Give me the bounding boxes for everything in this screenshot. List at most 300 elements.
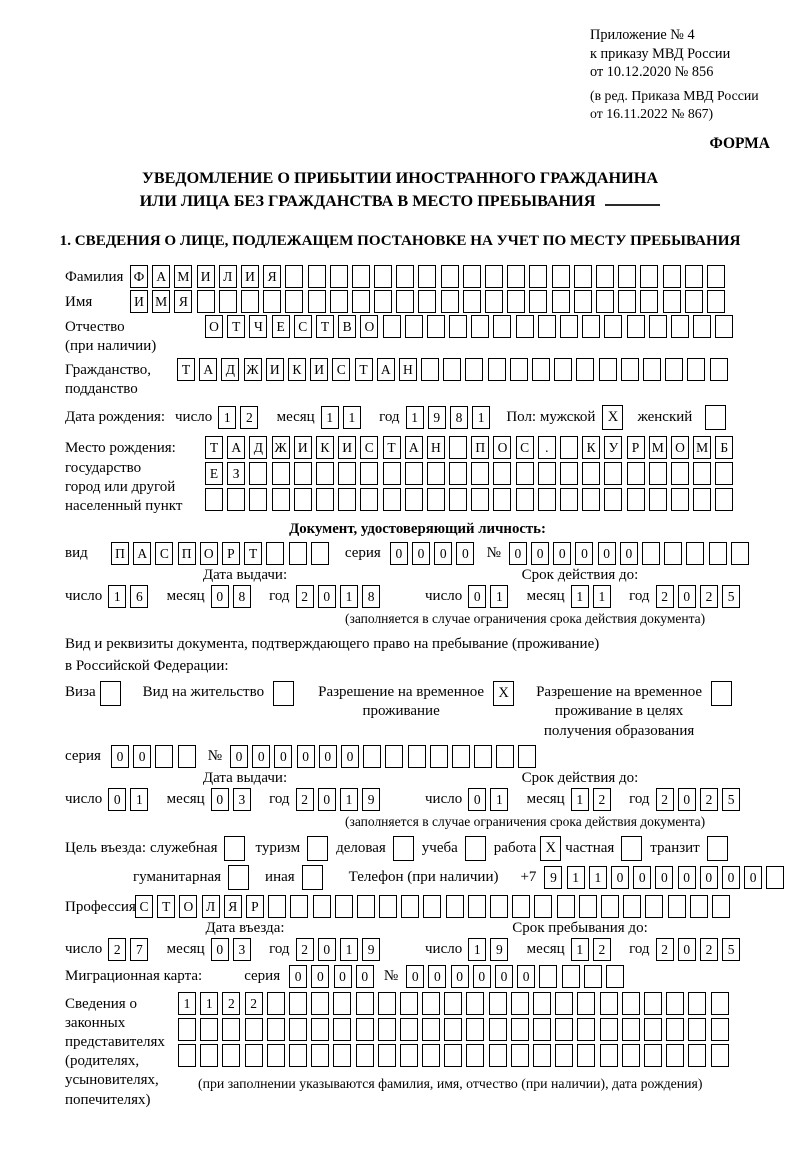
char-cell[interactable]: О: [360, 315, 378, 338]
char-cell[interactable]: [516, 315, 534, 338]
char-cell[interactable]: [490, 895, 508, 918]
char-cell[interactable]: Т: [157, 895, 175, 918]
char-cell[interactable]: [360, 488, 378, 511]
char-cell[interactable]: [644, 1018, 662, 1041]
char-cell[interactable]: В: [338, 315, 356, 338]
char-cell[interactable]: [584, 965, 602, 988]
char-cell[interactable]: Н: [427, 436, 445, 459]
char-cell[interactable]: [418, 290, 436, 313]
char-cell[interactable]: 0: [211, 788, 229, 811]
char-cell[interactable]: П: [471, 436, 489, 459]
sex-male-checkbox[interactable]: X: [602, 405, 623, 430]
char-cell[interactable]: [178, 1018, 196, 1041]
char-cell[interactable]: [712, 895, 730, 918]
char-cell[interactable]: [516, 462, 534, 485]
char-cell[interactable]: [560, 488, 578, 511]
char-cell[interactable]: 2: [700, 585, 718, 608]
char-cell[interactable]: [471, 462, 489, 485]
char-cell[interactable]: [600, 1018, 618, 1041]
char-cell[interactable]: [596, 290, 614, 313]
char-cell[interactable]: О: [200, 542, 218, 565]
char-cell[interactable]: [577, 1018, 595, 1041]
char-cell[interactable]: [640, 265, 658, 288]
char-cell[interactable]: [311, 992, 329, 1015]
purpose-private-checkbox[interactable]: [621, 836, 642, 861]
char-cell[interactable]: Я: [174, 290, 192, 313]
char-cell[interactable]: [604, 488, 622, 511]
char-cell[interactable]: [685, 290, 703, 313]
char-cell[interactable]: [430, 745, 448, 768]
char-cell[interactable]: [155, 745, 173, 768]
char-cell[interactable]: С: [360, 436, 378, 459]
char-cell[interactable]: К: [582, 436, 600, 459]
char-cell[interactable]: [396, 265, 414, 288]
char-cell[interactable]: 0: [611, 866, 629, 889]
char-cell[interactable]: [335, 895, 353, 918]
char-cell[interactable]: 0: [289, 965, 307, 988]
char-cell[interactable]: [596, 265, 614, 288]
char-cell[interactable]: 0: [318, 788, 336, 811]
char-cell[interactable]: 0: [598, 542, 616, 565]
char-cell[interactable]: 2: [296, 788, 314, 811]
char-cell[interactable]: .: [538, 436, 556, 459]
char-cell[interactable]: [308, 265, 326, 288]
char-cell[interactable]: [710, 358, 728, 381]
char-cell[interactable]: 5: [722, 938, 740, 961]
char-cell[interactable]: [688, 992, 706, 1015]
char-cell[interactable]: [378, 992, 396, 1015]
char-cell[interactable]: 0: [620, 542, 638, 565]
char-cell[interactable]: [205, 488, 223, 511]
char-cell[interactable]: 1: [406, 406, 424, 429]
char-cell[interactable]: А: [377, 358, 395, 381]
char-cell[interactable]: И: [241, 265, 259, 288]
char-cell[interactable]: 0: [297, 745, 315, 768]
char-cell[interactable]: [356, 1018, 374, 1041]
char-cell[interactable]: 2: [593, 788, 611, 811]
char-cell[interactable]: 1: [593, 585, 611, 608]
char-cell[interactable]: [493, 315, 511, 338]
char-cell[interactable]: 1: [571, 585, 589, 608]
char-cell[interactable]: 0: [412, 542, 430, 565]
char-cell[interactable]: 5: [722, 585, 740, 608]
char-cell[interactable]: 5: [722, 788, 740, 811]
char-cell[interactable]: О: [205, 315, 223, 338]
char-cell[interactable]: [554, 358, 572, 381]
char-cell[interactable]: [666, 992, 684, 1015]
char-cell[interactable]: [532, 358, 550, 381]
char-cell[interactable]: 7: [130, 938, 148, 961]
char-cell[interactable]: [685, 265, 703, 288]
char-cell[interactable]: [471, 488, 489, 511]
char-cell[interactable]: 1: [490, 788, 508, 811]
char-cell[interactable]: А: [133, 542, 151, 565]
char-cell[interactable]: [555, 1044, 573, 1067]
char-cell[interactable]: [222, 1018, 240, 1041]
char-cell[interactable]: [333, 992, 351, 1015]
char-cell[interactable]: М: [152, 290, 170, 313]
char-cell[interactable]: [533, 1018, 551, 1041]
char-cell[interactable]: [665, 358, 683, 381]
char-cell[interactable]: [427, 488, 445, 511]
char-cell[interactable]: 0: [108, 788, 126, 811]
char-cell[interactable]: [562, 965, 580, 988]
char-cell[interactable]: 0: [211, 938, 229, 961]
char-cell[interactable]: [604, 462, 622, 485]
option-temp-residence-edu-checkbox[interactable]: [711, 681, 732, 706]
char-cell[interactable]: [711, 1044, 729, 1067]
char-cell[interactable]: [627, 462, 645, 485]
char-cell[interactable]: [577, 1044, 595, 1067]
char-cell[interactable]: [529, 290, 547, 313]
char-cell[interactable]: Я: [263, 265, 281, 288]
char-cell[interactable]: [552, 290, 570, 313]
char-cell[interactable]: [374, 290, 392, 313]
char-cell[interactable]: [289, 1044, 307, 1067]
char-cell[interactable]: [552, 265, 570, 288]
char-cell[interactable]: П: [178, 542, 196, 565]
char-cell[interactable]: [574, 290, 592, 313]
char-cell[interactable]: [687, 358, 705, 381]
char-cell[interactable]: [693, 462, 711, 485]
char-cell[interactable]: [649, 462, 667, 485]
char-cell[interactable]: 0: [495, 965, 513, 988]
char-cell[interactable]: [493, 462, 511, 485]
char-cell[interactable]: 1: [468, 938, 486, 961]
char-cell[interactable]: [621, 358, 639, 381]
char-cell[interactable]: [400, 992, 418, 1015]
char-cell[interactable]: [640, 290, 658, 313]
char-cell[interactable]: [622, 992, 640, 1015]
char-cell[interactable]: [485, 265, 503, 288]
char-cell[interactable]: [263, 290, 281, 313]
char-cell[interactable]: [664, 542, 682, 565]
char-cell[interactable]: [489, 1018, 507, 1041]
char-cell[interactable]: 0: [744, 866, 762, 889]
char-cell[interactable]: 0: [553, 542, 571, 565]
char-cell[interactable]: 0: [517, 965, 535, 988]
char-cell[interactable]: [446, 895, 464, 918]
char-cell[interactable]: [731, 542, 749, 565]
char-cell[interactable]: [644, 992, 662, 1015]
char-cell[interactable]: [311, 542, 329, 565]
char-cell[interactable]: [663, 290, 681, 313]
char-cell[interactable]: [379, 895, 397, 918]
char-cell[interactable]: 0: [451, 965, 469, 988]
char-cell[interactable]: [418, 265, 436, 288]
char-cell[interactable]: [268, 895, 286, 918]
char-cell[interactable]: [405, 315, 423, 338]
char-cell[interactable]: [557, 895, 575, 918]
char-cell[interactable]: 9: [490, 938, 508, 961]
char-cell[interactable]: [200, 1018, 218, 1041]
char-cell[interactable]: [422, 1044, 440, 1067]
char-cell[interactable]: А: [405, 436, 423, 459]
char-cell[interactable]: [408, 745, 426, 768]
char-cell[interactable]: Р: [246, 895, 264, 918]
char-cell[interactable]: [245, 1044, 263, 1067]
char-cell[interactable]: Ч: [249, 315, 267, 338]
char-cell[interactable]: [421, 358, 439, 381]
char-cell[interactable]: 2: [296, 585, 314, 608]
char-cell[interactable]: [474, 745, 492, 768]
char-cell[interactable]: [313, 895, 331, 918]
char-cell[interactable]: [489, 992, 507, 1015]
char-cell[interactable]: 0: [633, 866, 651, 889]
char-cell[interactable]: 1: [571, 938, 589, 961]
char-cell[interactable]: 1: [567, 866, 585, 889]
char-cell[interactable]: [666, 1018, 684, 1041]
char-cell[interactable]: 0: [319, 745, 337, 768]
char-cell[interactable]: И: [310, 358, 328, 381]
option-temp-residence-checkbox[interactable]: X: [493, 681, 514, 706]
char-cell[interactable]: [222, 1044, 240, 1067]
char-cell[interactable]: 9: [362, 788, 380, 811]
char-cell[interactable]: [400, 1018, 418, 1041]
char-cell[interactable]: А: [199, 358, 217, 381]
char-cell[interactable]: [534, 895, 552, 918]
char-cell[interactable]: [622, 1018, 640, 1041]
char-cell[interactable]: [197, 290, 215, 313]
char-cell[interactable]: 1: [490, 585, 508, 608]
char-cell[interactable]: [405, 488, 423, 511]
char-cell[interactable]: [668, 895, 686, 918]
char-cell[interactable]: [316, 462, 334, 485]
char-cell[interactable]: 0: [341, 745, 359, 768]
char-cell[interactable]: Т: [316, 315, 334, 338]
char-cell[interactable]: С: [294, 315, 312, 338]
char-cell[interactable]: 0: [473, 965, 491, 988]
char-cell[interactable]: 1: [571, 788, 589, 811]
char-cell[interactable]: [396, 290, 414, 313]
char-cell[interactable]: 1: [340, 938, 358, 961]
char-cell[interactable]: [715, 315, 733, 338]
char-cell[interactable]: [338, 462, 356, 485]
char-cell[interactable]: [356, 1044, 374, 1067]
char-cell[interactable]: [511, 992, 529, 1015]
char-cell[interactable]: И: [294, 436, 312, 459]
char-cell[interactable]: К: [316, 436, 334, 459]
char-cell[interactable]: [463, 290, 481, 313]
char-cell[interactable]: 2: [593, 938, 611, 961]
char-cell[interactable]: [539, 965, 557, 988]
char-cell[interactable]: 0: [722, 866, 740, 889]
char-cell[interactable]: [627, 315, 645, 338]
char-cell[interactable]: 1: [178, 992, 196, 1015]
char-cell[interactable]: [245, 1018, 263, 1041]
char-cell[interactable]: [649, 488, 667, 511]
char-cell[interactable]: 9: [428, 406, 446, 429]
char-cell[interactable]: [582, 315, 600, 338]
char-cell[interactable]: Л: [202, 895, 220, 918]
char-cell[interactable]: 1: [340, 585, 358, 608]
char-cell[interactable]: У: [604, 436, 622, 459]
char-cell[interactable]: 0: [575, 542, 593, 565]
char-cell[interactable]: Т: [227, 315, 245, 338]
char-cell[interactable]: [449, 462, 467, 485]
char-cell[interactable]: [427, 315, 445, 338]
char-cell[interactable]: [709, 542, 727, 565]
char-cell[interactable]: [405, 462, 423, 485]
char-cell[interactable]: Л: [219, 265, 237, 288]
char-cell[interactable]: [711, 992, 729, 1015]
char-cell[interactable]: [316, 488, 334, 511]
char-cell[interactable]: [622, 1044, 640, 1067]
char-cell[interactable]: [178, 745, 196, 768]
char-cell[interactable]: [645, 895, 663, 918]
char-cell[interactable]: [289, 992, 307, 1015]
char-cell[interactable]: 0: [700, 866, 718, 889]
char-cell[interactable]: Т: [205, 436, 223, 459]
char-cell[interactable]: 1: [340, 788, 358, 811]
char-cell[interactable]: 1: [589, 866, 607, 889]
char-cell[interactable]: 3: [233, 938, 251, 961]
char-cell[interactable]: 9: [362, 938, 380, 961]
char-cell[interactable]: К: [288, 358, 306, 381]
char-cell[interactable]: [272, 488, 290, 511]
char-cell[interactable]: [604, 315, 622, 338]
char-cell[interactable]: 0: [318, 938, 336, 961]
char-cell[interactable]: [383, 462, 401, 485]
char-cell[interactable]: [249, 462, 267, 485]
char-cell[interactable]: [618, 265, 636, 288]
char-cell[interactable]: [507, 290, 525, 313]
char-cell[interactable]: [577, 992, 595, 1015]
char-cell[interactable]: [444, 1044, 462, 1067]
char-cell[interactable]: [285, 290, 303, 313]
char-cell[interactable]: 0: [133, 745, 151, 768]
char-cell[interactable]: 1: [130, 788, 148, 811]
char-cell[interactable]: 2: [656, 938, 674, 961]
char-cell[interactable]: 0: [111, 745, 129, 768]
purpose-other-checkbox[interactable]: [302, 865, 323, 890]
char-cell[interactable]: [496, 745, 514, 768]
char-cell[interactable]: 2: [222, 992, 240, 1015]
char-cell[interactable]: [690, 895, 708, 918]
char-cell[interactable]: [352, 265, 370, 288]
char-cell[interactable]: 8: [233, 585, 251, 608]
char-cell[interactable]: [649, 315, 667, 338]
char-cell[interactable]: [449, 488, 467, 511]
char-cell[interactable]: [466, 1018, 484, 1041]
char-cell[interactable]: Т: [244, 542, 262, 565]
char-cell[interactable]: [518, 745, 536, 768]
option-visa-checkbox[interactable]: [100, 681, 121, 706]
char-cell[interactable]: 0: [252, 745, 270, 768]
char-cell[interactable]: [468, 895, 486, 918]
char-cell[interactable]: Е: [272, 315, 290, 338]
char-cell[interactable]: Д: [221, 358, 239, 381]
char-cell[interactable]: 0: [456, 542, 474, 565]
char-cell[interactable]: [600, 992, 618, 1015]
option-residence-permit-checkbox[interactable]: [273, 681, 294, 706]
char-cell[interactable]: 1: [321, 406, 339, 429]
char-cell[interactable]: [489, 1044, 507, 1067]
char-cell[interactable]: [383, 488, 401, 511]
char-cell[interactable]: [707, 265, 725, 288]
char-cell[interactable]: Ж: [244, 358, 262, 381]
char-cell[interactable]: И: [197, 265, 215, 288]
char-cell[interactable]: [511, 1044, 529, 1067]
sex-female-checkbox[interactable]: [705, 405, 726, 430]
char-cell[interactable]: Ж: [272, 436, 290, 459]
char-cell[interactable]: И: [338, 436, 356, 459]
char-cell[interactable]: [352, 290, 370, 313]
char-cell[interactable]: 2: [296, 938, 314, 961]
char-cell[interactable]: 0: [678, 866, 696, 889]
char-cell[interactable]: [267, 1018, 285, 1041]
char-cell[interactable]: С: [516, 436, 534, 459]
char-cell[interactable]: [227, 488, 245, 511]
char-cell[interactable]: 0: [211, 585, 229, 608]
char-cell[interactable]: [711, 1018, 729, 1041]
char-cell[interactable]: [538, 488, 556, 511]
char-cell[interactable]: [627, 488, 645, 511]
char-cell[interactable]: [642, 542, 660, 565]
char-cell[interactable]: [686, 542, 704, 565]
char-cell[interactable]: 0: [468, 585, 486, 608]
char-cell[interactable]: О: [671, 436, 689, 459]
char-cell[interactable]: [385, 745, 403, 768]
char-cell[interactable]: 1: [343, 406, 361, 429]
char-cell[interactable]: [423, 895, 441, 918]
char-cell[interactable]: Д: [249, 436, 267, 459]
char-cell[interactable]: [311, 1044, 329, 1067]
char-cell[interactable]: [471, 315, 489, 338]
char-cell[interactable]: [378, 1018, 396, 1041]
char-cell[interactable]: А: [227, 436, 245, 459]
char-cell[interactable]: [441, 265, 459, 288]
char-cell[interactable]: 0: [334, 965, 352, 988]
char-cell[interactable]: [241, 290, 259, 313]
purpose-study-checkbox[interactable]: [465, 836, 486, 861]
char-cell[interactable]: [512, 895, 530, 918]
char-cell[interactable]: [618, 290, 636, 313]
char-cell[interactable]: [330, 265, 348, 288]
char-cell[interactable]: [294, 488, 312, 511]
char-cell[interactable]: [378, 1044, 396, 1067]
char-cell[interactable]: [333, 1044, 351, 1067]
char-cell[interactable]: Т: [355, 358, 373, 381]
char-cell[interactable]: [338, 488, 356, 511]
char-cell[interactable]: Т: [177, 358, 195, 381]
char-cell[interactable]: 6: [130, 585, 148, 608]
char-cell[interactable]: [178, 1044, 196, 1067]
char-cell[interactable]: 1: [218, 406, 236, 429]
char-cell[interactable]: [510, 358, 528, 381]
purpose-humanitarian-checkbox[interactable]: [228, 865, 249, 890]
char-cell[interactable]: [400, 1044, 418, 1067]
char-cell[interactable]: [555, 1018, 573, 1041]
char-cell[interactable]: [363, 745, 381, 768]
char-cell[interactable]: 0: [678, 938, 696, 961]
char-cell[interactable]: [529, 265, 547, 288]
char-cell[interactable]: [671, 488, 689, 511]
char-cell[interactable]: [555, 992, 573, 1015]
char-cell[interactable]: [707, 290, 725, 313]
char-cell[interactable]: [538, 315, 556, 338]
char-cell[interactable]: [643, 358, 661, 381]
char-cell[interactable]: Н: [399, 358, 417, 381]
char-cell[interactable]: [579, 895, 597, 918]
char-cell[interactable]: Т: [383, 436, 401, 459]
char-cell[interactable]: [267, 1044, 285, 1067]
char-cell[interactable]: 3: [233, 788, 251, 811]
char-cell[interactable]: [449, 315, 467, 338]
char-cell[interactable]: [443, 358, 461, 381]
char-cell[interactable]: С: [155, 542, 173, 565]
char-cell[interactable]: [693, 488, 711, 511]
